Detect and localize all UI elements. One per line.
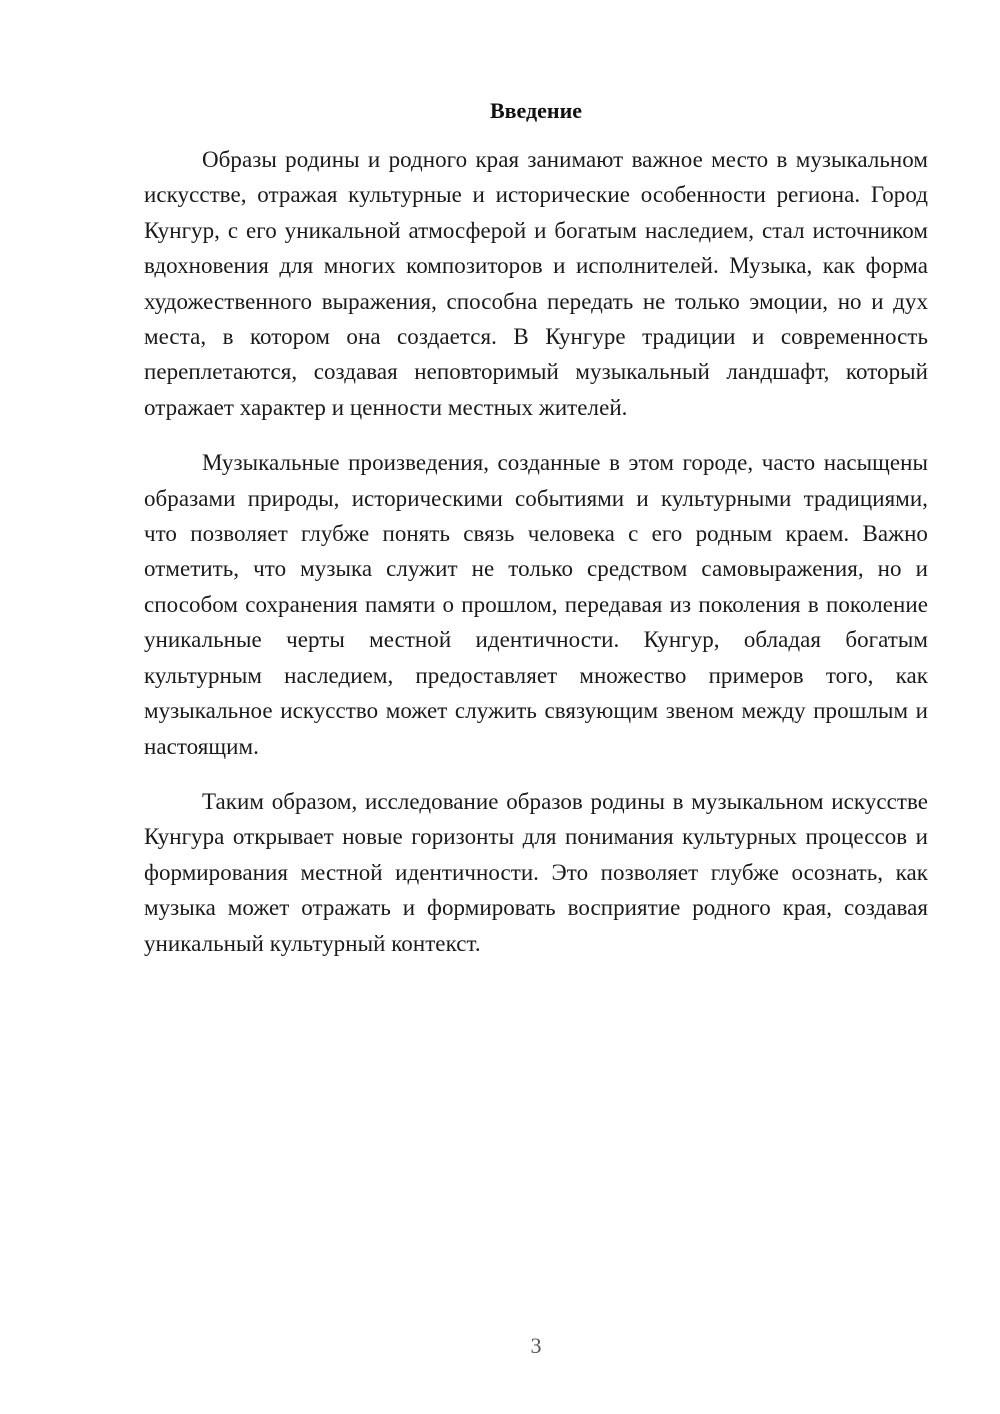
paragraph-1: Образы родины и родного края занимают важное место в музыкальном искусстве, отражая культурные и исторические особенности региона. Город Кунгур, с его уникальной атмосферой и богатым наследием, стал источником вдохновения для многих композиторов и исполнителей. Музыка, как форма художественного выражения, способна передать не только эмоции, но и дух места, в котором она создается. В Кунгуре традиции и современность переплетаются, создавая неповторимый музыкальный ландшафт, который отражает характер и ценности местных жителей. [144, 147, 928, 420]
paragraph-2: Музыкальные произведения, созданные в этом городе, часто насыщены образами природы, историческими событиями и культурными традициями, что позволяет глубже понять связь человека с его родным краем. Важно отметить, что музыка служит не только средством самовыражения, но и способом сохранения памяти о прошлом, передавая из поколения в поколение уникальные черты местной идентичности. Кунгур, обладая богатым культурным наследием, предоставляет множество примеров того, как музыкальное искусство может служить связующим звеном между прошлым и настоящим. [144, 450, 928, 759]
paragraph-3: Таким образом, исследование образов родины в музыкальном искусстве Кунгура открывает новые горизонты для понимания культурных процессов и формирования местной идентичности. Это позволяет глубже осознать, как музыка может отражать и формировать восприятие родного края, создавая уникальный культурный контекст. [144, 788, 928, 956]
document-body [144, 142, 928, 981]
page-number: 3 [530, 1333, 542, 1358]
page-title: Введение [489, 98, 583, 123]
